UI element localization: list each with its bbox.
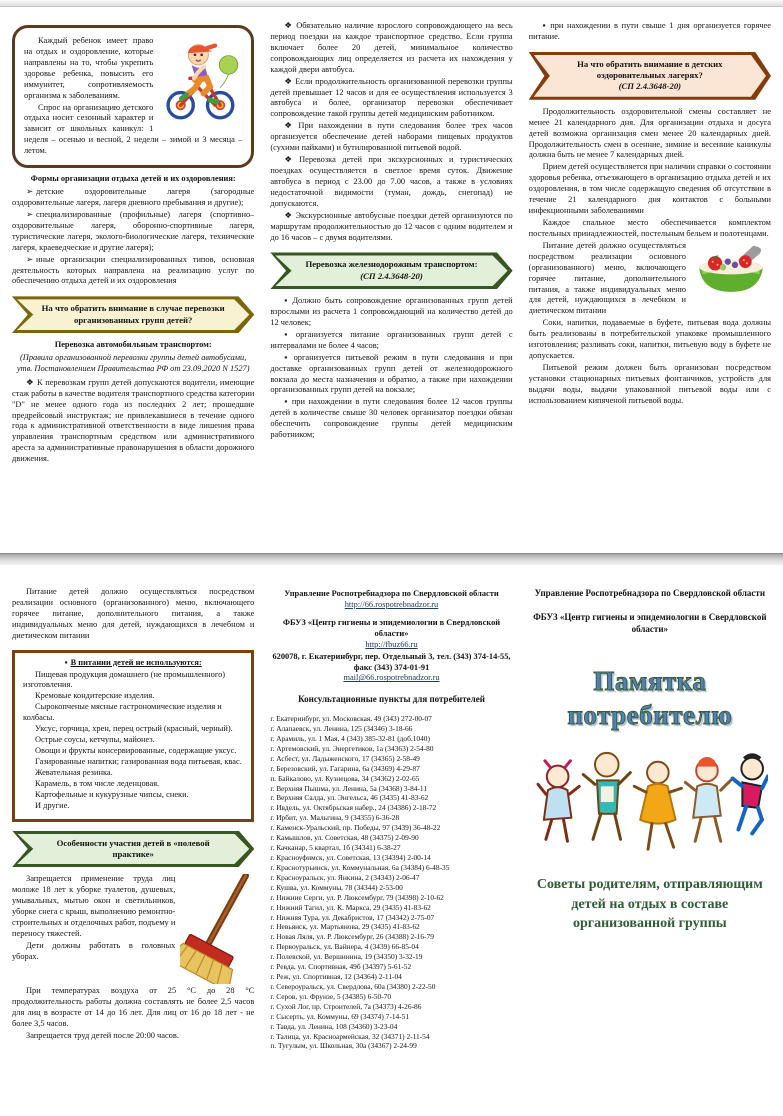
field-practice-paragraph: Запрещается применение труда лиц моложе 18 лет к уборке туалетов, душевых, умывальных, мытью окон и светильников, уборке снега с крыш, выполнению ремонтно-строительных и отделочных работ, подъему и переносу тяжестей. [12,874,176,938]
dancing-children-illustration [532,747,768,859]
banner-camps-attention-regulation: (СП 2.4.3648-20) [618,81,682,92]
camp-paragraph: Соки, напитки, подаваемые в буфете, питьевая вода должны быть реализованы в потребительской упаковке промышленного изготовления; разливать соки, напитки, питьевую воду в буфете не допускается. [528,318,771,361]
consultation-points-heading: Консультационные пункты для потребителей [298,694,485,705]
rail-rule-item: ▪ при нахождении в пути следования более 12 часов группы детей в количестве свыше 30 человек организатор поездки обязан обеспечить сопровождение группы детей медицинским работником; [270,397,513,440]
consultation-point-item: г. Нижний Тагил, ул. К. Маркса, 29 (3435) 41-83-62 [270,902,431,912]
forbidden-food-item: Карамель, в том числе леденцовая. [35,778,160,788]
forms-list-item: ➢ детские оздоровительные лагеря (загородные оздоровительные лагеря, лагеря дневного пребывания и другие); [12,187,255,207]
cover-title: Памятка потребителю [567,666,733,731]
bus-rules-list [270,21,512,243]
consultation-point-item: г. Североуральск, ул. Свердлова, 60а (34380) 2-22-50 [270,981,436,991]
forbidden-food-list [23,670,243,812]
page-separator [0,553,783,565]
consultation-point-item: г. Сысерть, ул. Коммуны, 69 (34374) 7-14-51 [270,1011,410,1021]
consultation-point-item: г. Арамиль, ул. 1 Мая, 4 (343) 385-32-81 (доб.1040) [270,733,430,743]
consultation-point-item: г. Асбест, ул. Ладыженского, 17 (34365) 2-58-49 [270,753,420,763]
page2-column-2 [270,579,512,1116]
field-practice-paragraph: Дети должны работать в головных уборах. [12,940,176,961]
forbidden-food-item: Острые соусы, кетчупы, майонез. [35,735,155,745]
page1-column-1 [12,21,254,553]
consultation-point-item: г. Краснотурьинск, ул. Коммунальная, 6а (34384) 6-48-35 [270,862,450,872]
viewer-top-band [0,0,783,7]
forms-list [12,187,254,287]
arrow-bullet-icon: ➢ [26,187,34,197]
diamond-bullet-icon: ❖ [284,21,294,30]
page2-column-3-cover [529,579,771,1116]
diamond-bullet-icon: ❖ [284,210,293,220]
bus-rule-item: ❖ При нахождении в пути следования более трех часов организуется обеспечение детей наборами пищевых продуктов (сухими пайками) и бутилированной питьевой водой. [270,121,513,153]
consultation-point-item: г. Новая Ляля, ул. Р. Люксембург, 26 (34388) 2-16-79 [270,932,434,942]
camp-paragraph: Продолжительность оздоровительной смены составляет не менее 21 календарного дня. Для организации отдыха и досуга детей возможна организация смен менее 20 календарных дней. Продолжительность смен в осенние, зимние и весенние каникулы должна быть не менее 7 календарных дней. [528,106,771,160]
auto-transport-heading: Перевозка автомобильным транспортом: [54,339,212,349]
consultation-point-item: п. Тугулым, ул. Школьная, 30а (34367) 2-24-99 [270,1041,417,1051]
center-website-link[interactable]: http://fbuz66.ru [365,639,418,649]
consultation-point-item: г. Березовский, ул. Гагарина, 6а (34369) 4-29-87 [270,763,420,773]
forms-list-item: ➢ специализированные (профильные) лагеря (спортивно–оздоровительные лагеря, оборонно-спортивные лагеря, туристические лагеря, эколого-биологические лагеря, технические лагеря, краеведческие и другие лагеря); [12,209,255,252]
banner-rail-transport-label: Перевозка железнодорожным транспортом: [305,259,478,270]
brochure-page-cover [0,565,783,1116]
diamond-bullet-icon: ❖ [284,76,293,86]
square-bullet-icon: ▪ [284,296,290,306]
consultation-point-item: г. Сухой Лог, пр. Строителей, 7а (34373) 4-26-86 [270,1001,422,1011]
consultation-point-item: г. Талица, ул. Красноармейская, 32 (34371) 2-11-54 [270,1031,430,1041]
arrow-bullet-icon: ➢ [26,254,34,264]
consultation-point-item: г. Кушва, ул. Коммуны, 78 (34344) 2-53-00 [270,882,403,892]
cover-subtitle: Советы родителям, отправляющим детей на отдых в составе организованной группы [536,876,763,932]
consultation-point-item: г. Тавда, ул. Ленина, 108 (34360) 3-23-04 [270,1021,398,1031]
forbidden-food-item: Пищевая продукция домашнего (не промышленного) изготовления. [23,669,226,690]
bus-rule-item: ❖ Обязательно наличие взрослого сопровождающего на весь период поездки на каждое транспортное средство. Если группа включает более 20 детей, минимальное количество сопровождающих лиц определяется из расчета их нахождения у каждой двери автобуса. [270,21,513,74]
intro-paragraph-1: Каждый ребенок имеет право на отдых и оздоровление, которые направлены на то, чтобы укрепить здоровье ребенка, повысить его иммунитет, сопротивляемость организма к заболеваниям. [24,36,154,100]
consultation-point-item: г. Артемовский, ул. Энергетиков, 1а (34363) 2-54-80 [270,743,434,753]
square-bullet-icon: ▪ [284,397,289,407]
intro-paragraph-2: Спрос на организацию детского отдыха носит сезонный характер и зависит от школьных каникул: 1 неделя – осенью и весной, 2 недели – зимой и 3 месяца – летом. [24,102,243,156]
auto-transport-subheading: (Правила организованной перевозки группы детей автобусами, утв. Постановлением Правительства РФ от 23.09.2020 N 1527) [16,352,250,373]
forbidden-food-item: Сырокопченые мясные гастрономические изделия и колбасы. [23,702,222,723]
bus-rule-item: ❖ Если продолжительность организованной перевозки группы детей превышает 12 часов и для ее осуществления используется 3 автобуса и более, организатор перевозки обеспечивает сопровождение такой группы детей медицинским работником. [270,76,513,119]
forbidden-food-heading: ▪ В питании детей не используются: [64,657,202,667]
banner-camps-attention [529,52,771,100]
consultation-point-item: г. Камышлов, ул. Советская, 48 (34375) 2-09-90 [270,833,419,843]
rail-rule-last-item: ▪ при нахождении в пути свыше 1 дня организуется горячее питание. [528,21,771,41]
consultation-point-item: г. Екатеринбург, ул. Московская, 49 (343) 272-00-07 [270,714,432,724]
forms-list-item: ➢ иные организации специализированных типов, основная деятельность которых направлена на реализацию услуг по обеспечению отдыха детей и их оздоровления [12,254,255,286]
consultation-point-item: г. Полевской, ул. Вершинина, 19 (34350) 3-32-19 [270,952,423,962]
bus-rule-item: ❖ Экскурсионные автобусные поездки детей организуются по маршрутам продолжительностью до 12 часов с одним водителем и до 16 часов – с двумя водителями. [270,210,513,242]
rail-rule-item: ▪ Должно быть сопровождение организованных групп детей взрослыми из расчета 1 сопровождающий на количество детей до 12 человек; [270,296,513,327]
consultation-point-item: г. Алапаевск, ул. Ленина, 125 (34346) 3-18-66 [270,723,413,733]
square-bullet-icon: ▪ [542,21,548,30]
arrow-bullet-icon: ➢ [26,209,34,219]
consultation-point-item: г. Ирбит, ул. Мальгина, 9 (34355) 6-36-28 [270,813,400,823]
field-practice-paragraph: Запрещается труд детей после 20:00 часов. [26,1030,179,1040]
forbidden-food-item: Картофельные и кукурузные чипсы, снеки. [35,789,189,799]
diamond-bullet-icon: ❖ [26,377,35,387]
boy-on-bicycle-illustration [158,36,242,124]
consultation-point-item: г. Реж, ул. Спортивная, 12 (34364) 2-11-04 [270,972,402,982]
rail-rules-list [270,296,512,441]
consultation-point-item: г. Серов, ул. Фрунзе, 5 (34385) 6-50-70 [270,991,392,1001]
square-bullet-icon: ▪ [284,329,293,339]
forbidden-food-item: И другие. [35,800,70,810]
banner-bus-transport-attention [12,296,254,333]
consultation-point-item: г. Каменск-Уральский, пр. Победы, 97 (3439) 36-48-22 [270,823,441,833]
consultation-point-item: г. Нижняя Тура, ул. Декабристов, 17 (34342) 2-75-07 [270,912,435,922]
auto-transport-paragraph: ❖ К перевозкам групп детей допускаются водители, имеющие стаж работы в качестве водителя транспортного средства категории "D" не менее одного года из последних 2 лет; прошедшие предрейсовый инструктаж; не привлекавшиеся в течение одного года к административной ответственности в виде лишения права управления транспортным средством или административного ареста за административные правонарушения в области дорожного движения. [12,377,255,464]
cover-center-name: ФБУЗ «Центр гигиены и эпидемиологии в Свердловской области» [533,612,767,635]
forbidden-food-item: Кремовые кондитерские изделия. [35,691,155,701]
forbidden-food-box [12,650,254,822]
page1-column-3 [529,21,771,553]
consultation-point-item: г. Ивдель, ул. Октябрьская набер., 24 (34386) 2-18-72 [270,803,437,813]
berry-bowl-illustration [691,241,771,303]
consultation-point-item: г. Качканар, 5 квартал, 1б (34341) 6-38-27 [270,843,401,853]
intro-box [12,25,254,168]
nutrition-intro-paragraph: Питание детей должно осуществляться посредством реализации основного (организованного) меню, включающего горячее питание, дополнительного питания, а также индивидуальных меню для детей, нуждающихся в лечебном и диетическом питании [12,587,255,640]
banner-field-practice [12,831,254,868]
square-bullet-icon: ▪ [284,352,291,362]
bus-rule-item: ❖ Перевозка детей при экскурсионных и туристических поездках осуществляется в светлое время суток. Движение автобуса в период с 23.00 до 7.00 часов, а также в условиях недостаточной видимости (туман, дождь, снегопад) не допускаются. [270,155,513,208]
center-address: 620078, г. Екатеринбург, пер. Отдельный 3, тел. (343) 374-14-55, факс (343) 374-01-91 [272,651,511,672]
forbidden-food-item: Жевательная резинка. [35,767,113,777]
diamond-bullet-icon: ❖ [284,121,296,131]
rail-rule-item: ▪ организуется питьевой режим в пути следования и при доставке организованных групп детей от железнодорожного вокзала до места назначения и обратно, а также при нахождении организованных групп детей на вокзале; [270,352,513,395]
consultation-point-item: г. Красноуфимск, ул. Советская, 13 (34394) 2-00-14 [270,852,431,862]
consultation-point-item: г. Первоуральск, ул. Вайнера, 4 (3439) 66-85-04 [270,942,419,952]
center-name: ФБУЗ «Центр гигиены и эпидемиологии в Свердловской области» [282,617,501,638]
consultation-point-item: г. Красноуральск, ул. Янкина, 2 (34343) 2-06-47 [270,872,420,882]
brochure-page-inner [0,7,783,553]
page1-column-2 [270,21,512,553]
camp-paragraph: Питание детей должно осуществляться посредством реализации основного (организованного) меню, включающего горячее питание, дополнительного питания, а также индивидуальных меню для детей, нуждающихся в лечебном и диетическом питании [528,240,686,316]
banner-rail-transport-regulation: (СП 2.4.3648-20) [360,270,423,281]
center-email-link[interactable]: mail@66.rospotrebnadzor.ru [343,673,440,683]
consultation-point-item: г. Невьянск, ул. Мартьянова, 29 (3435) 41-83-62 [270,922,420,932]
banner-bus-transport-attention-label: На что обратить внимание в случае перевозки организованных групп детей? [41,303,225,325]
consultation-point-item: г. Ревда, ул. Спортивная, 49б (34397) 5-61-52 [270,962,412,972]
forbidden-food-item: Овощи и фрукты консервированные, содержащие уксус. [35,745,237,755]
forbidden-food-item: Уксус, горчица, хрен, перец острый (красный, черный). [35,724,233,734]
camp-paragraph: Прием детей осуществляется при наличии справки о состоянии здоровья ребенка, отъезжающего в организацию отдыха детей и их оздоровления, в том числе содержащую сведения об отсутствии в течение 21 календарного дня контактов с больными инфекционными заболеваниями [528,162,771,216]
cover-agency-name: Управление Роспотребнадзора по Свердловской области [534,588,766,598]
agency-website-link[interactable]: http://66.rospotrebnadzor.ru [344,599,439,609]
diamond-bullet-icon: ❖ [284,155,297,165]
agency-name: Управление Роспотребнадзора по Свердловской области [284,589,499,598]
rail-rule-item: ▪ организуется питание организованных групп детей с интервалами не более 4 часов; [270,329,513,350]
camp-paragraph: Питьевой режим должен быть организован посредством установки стационарных питьевых фонтанчиков, устройств для выдачи воды, выдачи упакованной питьевой воды или с использованием кипяченой питьевой воды. [528,362,771,405]
consultation-points-list [270,714,512,1051]
forbidden-food-item: Газированные напитки; газированная вода питьевая, квас. [35,756,242,766]
consultation-point-item: г. Верхняя Салда, ул. Энгельса, 46 (3435) 41-83-62 [270,793,429,803]
banner-camps-attention-label: На что обратить внимание в детских оздоровительных лагерях? [577,58,723,81]
forms-heading: Формы организации отдыха детей и их оздоровления: [30,174,236,184]
field-practice-paragraph: При температурах воздуха от 25 °С до 28 °С продолжительность работы должна составлять не более 2,5 часов для лиц в возрасте от 14 до 16 лет. Для лиц от 16 до 18 лет - не более 3,5 часов. [12,986,255,1028]
camp-paragraph: Каждое спальное место обеспечивается комплектом постельных принадлежностей, постельным бельем и полотенцами. [528,218,771,238]
banner-field-practice-label: Особенности участия детей в «полевой практике» [56,837,210,859]
page2-column-1 [12,579,254,1116]
consultation-point-item: г. Верхняя Пышма, ул. Ленина, 5а (34368) 3-84-11 [270,783,428,793]
consultation-point-item: г. Нижние Серги, ул. Р. Люксембург, 79 (34398) 2-10-62 [270,892,444,902]
broom-illustration [180,874,254,984]
square-bullet-icon: ▪ [64,657,68,667]
consultation-point-item: п. Байкалово, ул. Кузнецова, 34 (34362) 2-02-65 [270,773,420,783]
banner-rail-transport [270,252,512,289]
